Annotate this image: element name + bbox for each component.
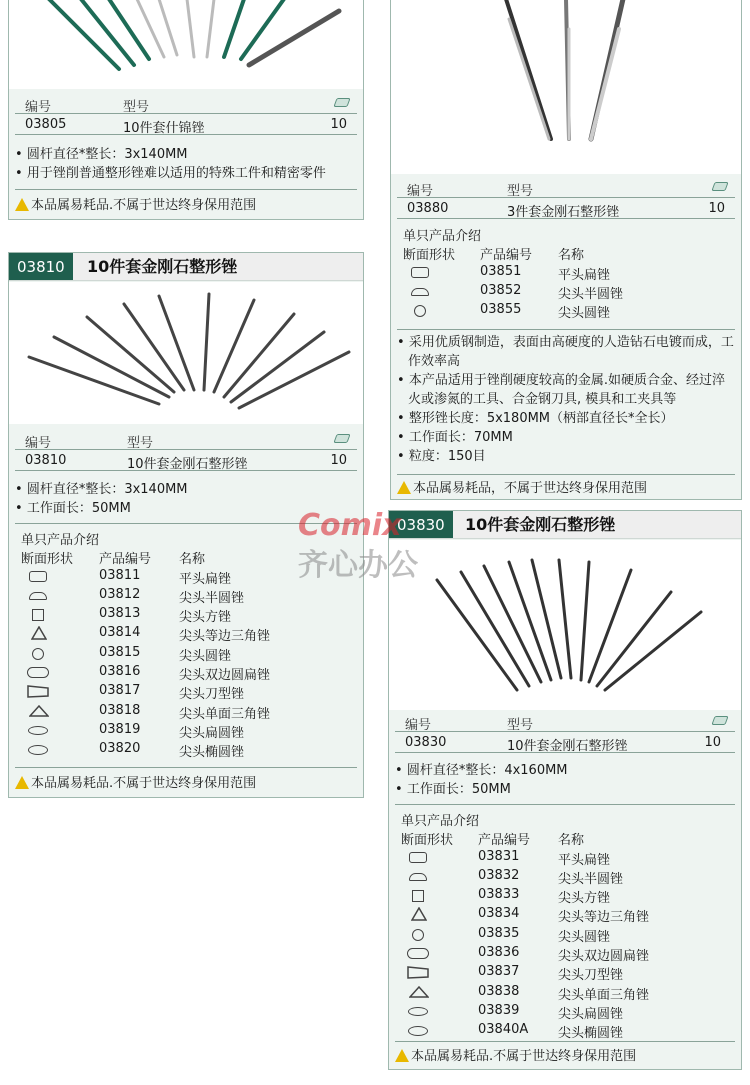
package-icon: [711, 716, 728, 725]
round-section-icon: [414, 305, 426, 317]
spec-table-row: [15, 114, 357, 135]
single-triangle-section-icon: [29, 705, 49, 717]
warning-note: 本品属易耗品，不属于世达终身保用范围: [397, 479, 735, 498]
intro-item: 03855 尖头圆锉: [403, 301, 735, 320]
divider: [395, 1041, 735, 1042]
square-section-icon: [412, 890, 424, 902]
col-model-label: 型号: [507, 184, 534, 199]
product-card-03830: [388, 510, 742, 1070]
row-code: 03880: [407, 201, 449, 216]
intro-item: 03813 尖头方锉: [21, 605, 357, 624]
product-image-03805: [9, 0, 363, 89]
intro-header: 断面形状 产品编号 名称: [21, 552, 206, 568]
intro-item: 03838 尖头单面三角锉: [401, 983, 735, 1002]
spec-table-row: [397, 198, 735, 219]
warning-icon: [397, 481, 411, 494]
intro-header: 断面形状 产品编号 名称: [401, 833, 585, 849]
warning-icon: [15, 198, 29, 211]
intro-item: 03831 平头扁锉: [401, 848, 735, 867]
feature-list-03830: [395, 761, 735, 799]
flat-round-section-icon: [28, 726, 48, 735]
feature-list-03805: [15, 145, 357, 183]
feature-list-03810: [15, 480, 357, 518]
feature-item: • 采用优质钢制造，表面由高硬度的人造钻石电镀而成，工作效率高: [397, 335, 734, 369]
half-round-section-icon: [411, 288, 429, 296]
intro-header: 断面形状 产品编号 名称: [403, 248, 585, 264]
product-header-03830: [389, 511, 741, 539]
warning-note: 本品属易耗品.不属于世达终身保用范围: [395, 1047, 735, 1066]
feature-item: • 用于锉削普通整形锉难以适用的特殊工件和精密零件: [15, 166, 326, 181]
intro-item: 03817 尖头刀型锉: [21, 682, 357, 701]
intro-item: 03851 平头扁锉: [403, 263, 735, 282]
flat-section-icon: [411, 267, 429, 278]
col-model-label: 型号: [123, 100, 150, 115]
intro-item: 03836 尖头双边圆扁锉: [401, 944, 735, 963]
single-item-intro-03880: [403, 224, 735, 320]
row-model: 10件套什锦锉: [123, 121, 205, 136]
row-model: 10件套金刚石整形锉: [127, 457, 248, 472]
spec-table-03810: [15, 429, 357, 471]
row-qty: 10: [704, 735, 721, 750]
spec-table-03830: [395, 711, 735, 753]
product-title: 10件套金刚石整形锉: [465, 515, 616, 534]
triangle-section-icon: [411, 907, 427, 921]
intro-item: 03816 尖头双边圆扁锉: [21, 663, 357, 682]
product-image-03810: [9, 282, 363, 424]
col-code-label: 编号: [25, 436, 52, 451]
intro-item: 03833 尖头方锉: [401, 886, 735, 905]
feature-item: • 本产品适用于锉削硬度较高的金属.如硬质合金、经过淬火或渗氮的工具、合金钢刀具, 模具和工夹具等: [397, 373, 725, 407]
warning-icon: [15, 776, 29, 789]
spec-table-header: [15, 429, 357, 450]
intro-item: 03815 尖头圆锉: [21, 644, 357, 663]
divider: [395, 804, 735, 805]
intro-item: 03839 尖头扁圆锉: [401, 1002, 735, 1021]
single-item-intro-03810: [21, 528, 357, 760]
divider: [397, 329, 735, 330]
product-card-03810: [8, 252, 364, 798]
intro-item: 03852 尖头半圆锉: [403, 282, 735, 301]
intro-item: 03832 尖头半圆锉: [401, 867, 735, 886]
intro-item: 03819 尖头扁圆锉: [21, 721, 357, 740]
intro-title: 单只产品介绍: [21, 533, 100, 548]
product-image-03830: [389, 540, 741, 710]
feature-item: • 工作面长：50MM: [15, 501, 131, 516]
intro-item: 03837 尖头刀型锉: [401, 963, 735, 982]
flat-section-icon: [409, 852, 427, 863]
intro-item: 03812 尖头半圆锉: [21, 586, 357, 605]
intro-title: 单只产品介绍: [403, 229, 482, 244]
watermark-text: 齐心办公: [298, 548, 418, 583]
product-code-badge: 03830: [389, 511, 453, 538]
spec-table-header: [395, 711, 735, 732]
round-section-icon: [32, 648, 44, 660]
intro-item: 03835 尖头圆锉: [401, 925, 735, 944]
product-card-03805: [8, 0, 364, 220]
round-section-icon: [412, 929, 424, 941]
intro-item: 03814 尖头等边三角锉: [21, 624, 357, 643]
spec-table-header: [397, 177, 735, 198]
single-item-intro-03830: [401, 809, 735, 1041]
row-code: 03830: [405, 735, 447, 750]
package-icon: [333, 98, 350, 107]
product-code-badge: 03810: [9, 253, 73, 280]
knife-section-icon: [26, 685, 50, 698]
row-qty: 10: [330, 117, 347, 132]
feature-item: • 圆杆直径*整长：4x160MM: [395, 763, 568, 778]
half-round-section-icon: [29, 592, 47, 600]
double-round-flat-section-icon: [407, 948, 429, 959]
divider: [397, 474, 735, 475]
intro-item: 03834 尖头等边三角锉: [401, 905, 735, 924]
knife-section-icon: [406, 966, 430, 979]
row-code: 03805: [25, 117, 67, 132]
col-model-label: 型号: [127, 436, 154, 451]
col-model-label: 型号: [507, 718, 534, 733]
row-code: 03810: [25, 453, 67, 468]
divider: [15, 189, 357, 190]
feature-item: • 圆杆直径*整长：3x140MM: [15, 482, 188, 497]
intro-item: 03840A 尖头椭圆锉: [401, 1021, 735, 1040]
intro-item: 03811 平头扁锉: [21, 567, 357, 586]
watermark-brand: Comix: [298, 508, 402, 543]
product-image-03880: [391, 0, 741, 174]
spec-table-row: [395, 732, 735, 753]
col-code-label: 编号: [25, 100, 52, 115]
diamond-files-set-image: [389, 540, 742, 710]
row-qty: 10: [708, 201, 725, 216]
warning-note: 本品属易耗品.不属于世达终身保用范围: [15, 774, 357, 793]
spec-table-header: [15, 93, 357, 114]
feature-item: • 圆杆直径*整长：3x140MM: [15, 147, 188, 162]
package-icon: [333, 434, 350, 443]
row-model: 10件套金刚石整形锉: [507, 739, 628, 754]
row-model: 3件套金刚石整形锉: [507, 205, 620, 220]
warning-note: 本品属易耗品.不属于世达终身保用范围: [15, 196, 357, 215]
product-title: 10件套金刚石整形锉: [87, 257, 238, 276]
spec-table-03805: [15, 93, 357, 135]
triangle-section-icon: [31, 626, 47, 640]
warning-icon: [395, 1049, 409, 1062]
flat-round-section-icon: [408, 1007, 428, 1016]
product-header-03810: [9, 253, 363, 281]
spec-table-row: [15, 450, 357, 471]
half-round-section-icon: [409, 873, 427, 881]
single-triangle-section-icon: [409, 986, 429, 998]
divider: [15, 767, 357, 768]
feature-item: • 整形锉长度：5x180MM（柄部直径长*全长）: [397, 411, 674, 426]
divider: [15, 523, 357, 524]
row-qty: 10: [330, 453, 347, 468]
intro-title: 单只产品介绍: [401, 814, 480, 829]
flat-section-icon: [29, 571, 47, 582]
diamond-files-image: [391, 0, 742, 174]
double-round-flat-section-icon: [27, 667, 49, 678]
oval-section-icon: [408, 1026, 428, 1036]
col-code-label: 编号: [405, 718, 432, 733]
spec-table-03880: [397, 177, 735, 219]
product-card-03880: [390, 0, 742, 500]
col-code-label: 编号: [407, 184, 434, 199]
package-icon: [711, 182, 728, 191]
intro-item: 03818 尖头单面三角锉: [21, 702, 357, 721]
feature-item: • 粒度：150目: [397, 449, 486, 464]
feature-list-03880: [397, 333, 735, 466]
intro-item: 03820 尖头椭圆锉: [21, 740, 357, 759]
diamond-files-set-image: [9, 282, 364, 424]
square-section-icon: [32, 609, 44, 621]
feature-item: • 工作面长：70MM: [397, 430, 513, 445]
needle-files-image: [9, 0, 364, 89]
oval-section-icon: [28, 745, 48, 755]
feature-item: • 工作面长：50MM: [395, 782, 511, 797]
